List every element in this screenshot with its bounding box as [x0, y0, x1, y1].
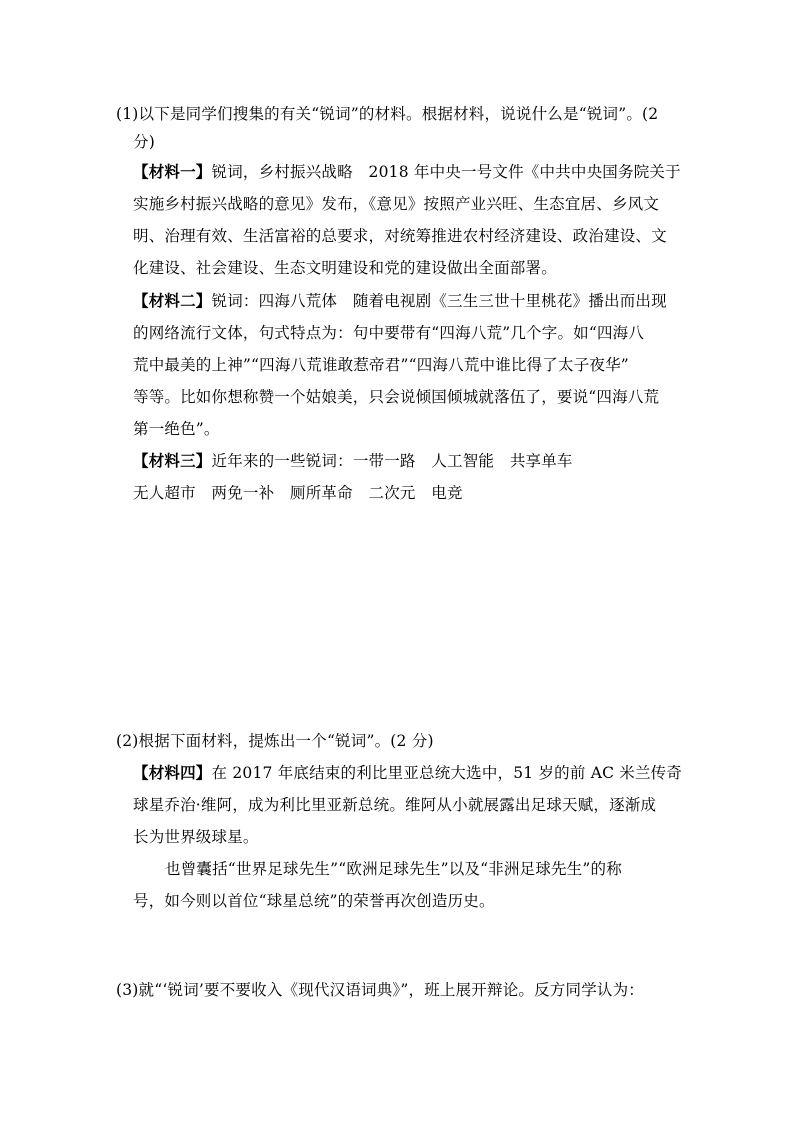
- material-1-line-3: 明、治理有效、生活富裕的总要求，对统筹推进农村经济建设、政治建设、文: [133, 227, 667, 245]
- material-3-line-2: 无人超市 两免一补 厕所革命 二次元 电竞: [133, 484, 463, 502]
- material-4-line-3: 长为世界级球星。: [133, 828, 259, 846]
- question-1-line-2: 分): [133, 133, 155, 151]
- material-1-line-1: [133, 161, 681, 183]
- material-4-text-1: 在 2017 年底结束的利比里亚总统大选中，51 岁的前 AC 米兰传奇: [211, 764, 683, 782]
- material-3-label: 【材料三】: [133, 451, 212, 470]
- material-1-line-4: 化建设、社会建设、生态文明建设和党的建设做出全面部署。: [133, 259, 557, 277]
- material-4-line-4: 也曾囊括“世界足球先生”“欧洲足球先生”以及“非洲足球先生”的称: [165, 860, 622, 878]
- material-2-line-3: 荒中最美的上神”“四海八荒谁敢惹帝君”“四海八荒中谁比得了太子夜华”: [133, 356, 629, 374]
- material-2-label: 【材料二】: [133, 291, 212, 310]
- material-2-text-1: 锐词：四海八荒体 随着电视剧《三生三世十里桃花》播出而出现: [211, 292, 667, 310]
- material-3-line-1: [133, 450, 573, 472]
- material-2-line-5: 第一绝色”。: [133, 420, 220, 438]
- question-1-line-1: (1)以下是同学们搜集的有关“锐词”的材料。根据材料，说说什么是“锐词”。(2: [116, 105, 659, 123]
- material-3-text-1: 近年来的一些锐词：一带一路 人工智能 共享单车: [211, 452, 573, 470]
- question-2-line-1: (2)根据下面材料，提炼出一个“锐词”。(2 分): [116, 732, 434, 750]
- material-2-line-2: 的网络流行文体，句式特点为：句中要带有“四海八荒”几个字。如“四海八: [133, 324, 645, 342]
- material-4-line-1: [133, 762, 682, 784]
- material-2-line-4: 等等。比如你想称赞一个姑娘美，只会说倾国倾城就落伍了，要说“四海八荒: [133, 388, 660, 406]
- material-1-line-2: 实施乡村振兴战略的意见》发布，《意见》按照产业兴旺、生态宜居、乡风文: [133, 195, 660, 213]
- material-4-line-2: 球星乔治·维阿，成为利比里亚新总统。维阿从小就展露出足球天赋，逐渐成: [133, 796, 657, 814]
- material-2-line-1: [133, 290, 667, 312]
- material-4-label: 【材料四】: [133, 763, 212, 782]
- material-1-label: 【材料一】: [133, 162, 212, 181]
- material-1-text-1: 锐词，乡村振兴战略 2018 年中央一号文件《中共中央国务院关于: [211, 163, 681, 181]
- material-4-line-5: 号，如今则以首位“球星总统”的荣誉再次创造历史。: [133, 892, 495, 910]
- question-3-line-1: (3)就“‘锐词’要不要收入《现代汉语词典》”，班上展开辩论。反方同学认为：: [116, 981, 645, 999]
